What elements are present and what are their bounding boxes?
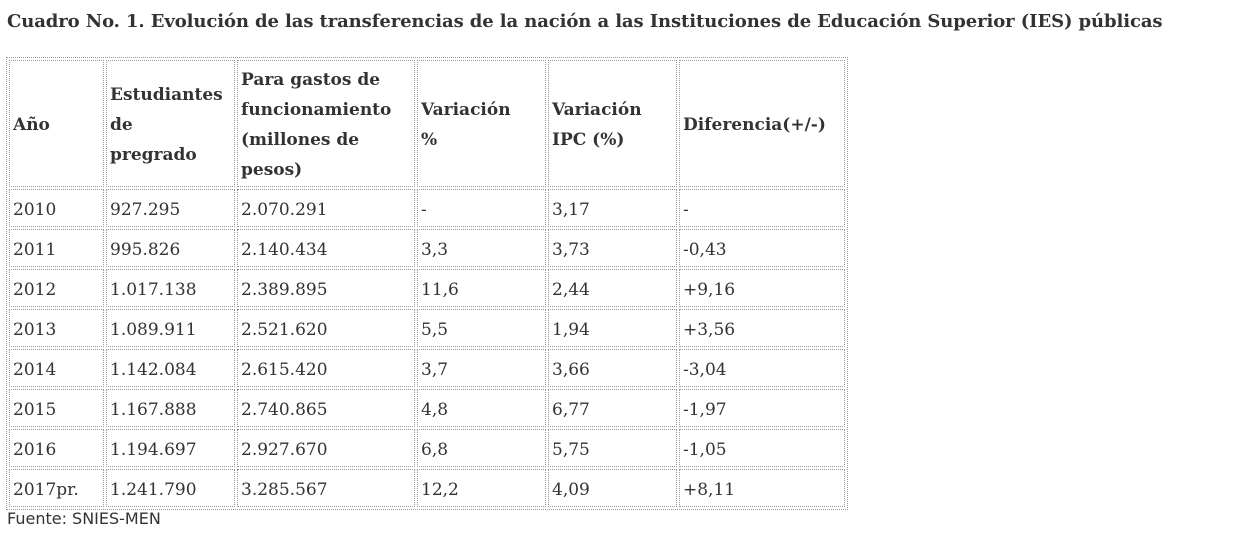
cell-estudiantes: 1.194.697: [106, 429, 235, 467]
table-row: [9, 269, 845, 307]
cell-ano: 2016: [9, 429, 104, 467]
cell-estudiantes: 1.142.084: [106, 349, 235, 387]
table-row: [9, 349, 845, 387]
cell-gastos: 2.615.420: [237, 349, 415, 387]
cell-variacion: 4,8: [417, 389, 546, 427]
cell-diferencia: -3,04: [679, 349, 845, 387]
cell-variacion-ipc: 4,09: [548, 469, 677, 507]
table-container: [6, 57, 848, 510]
header-line: pregrado: [110, 144, 197, 165]
cell-estudiantes: 1.089.911: [106, 309, 235, 347]
cell-estudiantes: 995.826: [106, 229, 235, 267]
header-ano: [9, 60, 104, 187]
table-header: [9, 60, 845, 187]
cell-diferencia: -: [679, 189, 845, 227]
cell-variacion: 6,8: [417, 429, 546, 467]
source-note: Fuente: SNIES-MEN: [7, 509, 161, 528]
cell-gastos: 2.140.434: [237, 229, 415, 267]
table-row: [9, 429, 845, 467]
header-line: de: [110, 114, 133, 135]
cell-gastos: 2.927.670: [237, 429, 415, 467]
table-row: [9, 389, 845, 427]
header-row: [9, 60, 845, 187]
table-row: [9, 469, 845, 507]
cell-variacion-ipc: 3,66: [548, 349, 677, 387]
cell-gastos: 2.521.620: [237, 309, 415, 347]
table-row: [9, 229, 845, 267]
cell-variacion: 5,5: [417, 309, 546, 347]
cell-estudiantes: 927.295: [106, 189, 235, 227]
cell-diferencia: +8,11: [679, 469, 845, 507]
table-row: [9, 189, 845, 227]
cell-gastos: 2.070.291: [237, 189, 415, 227]
cell-variacion-ipc: 3,73: [548, 229, 677, 267]
header-line: %: [421, 129, 438, 150]
cell-diferencia: -1,97: [679, 389, 845, 427]
cell-ano: 2013: [9, 309, 104, 347]
header-line: Para gastos de: [241, 69, 381, 90]
cell-variacion-ipc: 2,44: [548, 269, 677, 307]
header-line: Año: [13, 114, 50, 135]
cell-diferencia: +9,16: [679, 269, 845, 307]
header-gastos: [237, 60, 415, 187]
header-variacion: [417, 60, 546, 187]
cell-variacion: 3,3: [417, 229, 546, 267]
cell-variacion: 3,7: [417, 349, 546, 387]
header-line: Variación: [552, 99, 642, 120]
header-variacion-ipc: [548, 60, 677, 187]
transfers-table: [6, 57, 848, 510]
cell-variacion-ipc: 6,77: [548, 389, 677, 427]
header-diferencia: [679, 60, 845, 187]
header-line: funcionamiento: [241, 99, 392, 120]
cell-diferencia: -1,05: [679, 429, 845, 467]
cell-gastos: 3.285.567: [237, 469, 415, 507]
cell-ano: 2011: [9, 229, 104, 267]
cell-ano: 2010: [9, 189, 104, 227]
cell-ano: 2012: [9, 269, 104, 307]
header-line: pesos): [241, 159, 303, 180]
header-line: IPC (%): [552, 129, 625, 150]
cell-ano: 2015: [9, 389, 104, 427]
header-line: Variación: [421, 99, 511, 120]
cell-estudiantes: 1.241.790: [106, 469, 235, 507]
cell-estudiantes: 1.167.888: [106, 389, 235, 427]
header-line: (millones de: [241, 129, 360, 150]
cell-variacion-ipc: 3,17: [548, 189, 677, 227]
cell-gastos: 2.389.895: [237, 269, 415, 307]
table-title: Cuadro No. 1. Evolución de las transferencias de la nación a las Instituciones de Educación Superior (IES) públicas: [7, 11, 1163, 32]
cell-variacion: -: [417, 189, 546, 227]
cell-gastos: 2.740.865: [237, 389, 415, 427]
cell-variacion: 12,2: [417, 469, 546, 507]
cell-diferencia: -0,43: [679, 229, 845, 267]
cell-variacion: 11,6: [417, 269, 546, 307]
cell-ano: 2017pr.: [9, 469, 104, 507]
table-row: [9, 309, 845, 347]
header-line: Estudiantes: [110, 84, 223, 105]
header-estudiantes: [106, 60, 235, 187]
header-line: Diferencia(+/-): [683, 114, 826, 135]
cell-variacion-ipc: 1,94: [548, 309, 677, 347]
cell-ano: 2014: [9, 349, 104, 387]
cell-estudiantes: 1.017.138: [106, 269, 235, 307]
cell-diferencia: +3,56: [679, 309, 845, 347]
table-body: [9, 189, 845, 507]
cell-variacion-ipc: 5,75: [548, 429, 677, 467]
